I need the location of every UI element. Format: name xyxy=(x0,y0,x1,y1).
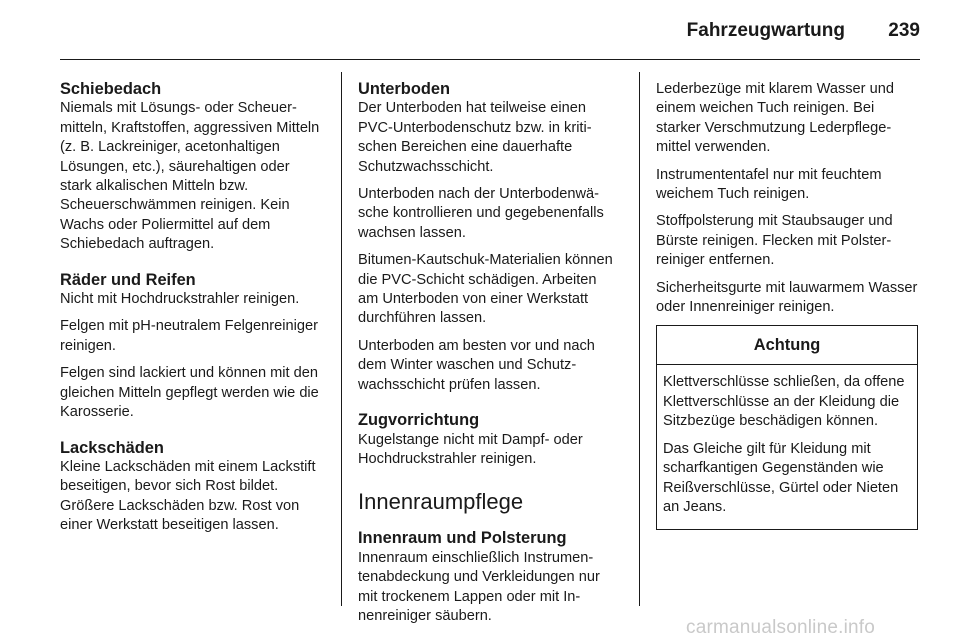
paragraph: Lederbezüge mit klarem Wasser und einem weichen Tuch reinigen. Bei starker Verschmutzung Lederpflegemittel verwenden. xyxy=(656,81,894,156)
warning-box xyxy=(656,325,918,530)
paragraph: Sicherheitsgurte mit lauwarmem Wasser oder Innenreiniger reinigen. xyxy=(656,279,918,316)
watermark: carmanualsonline.info xyxy=(686,617,876,638)
chapter-title: Innenraumpflege xyxy=(358,489,524,515)
paragraph: Unterboden am besten vor und nach dem Winter waschen und Schutzwachsschicht prüfen lassen. xyxy=(358,337,595,393)
section-heading-innenraum: Innenraum und Polsterung xyxy=(358,529,567,548)
section-heading-zugvorrichtung: Zugvorrichtung xyxy=(358,411,480,430)
column-middle xyxy=(358,80,620,626)
paragraph: Instrumententafel nur mit feuchtem weichem Tuch reinigen. xyxy=(656,166,882,203)
section-heading-raeder-reifen: Räder und Reifen xyxy=(60,270,196,289)
warning-title: Achtung xyxy=(657,326,917,365)
header-title: Fahrzeugwartung xyxy=(686,20,845,41)
paragraph: Nicht mit Hochdruckstrahler reinigen. xyxy=(60,291,300,308)
header-rule xyxy=(60,59,920,60)
paragraph: Kleine Lackschäden mit einem Lackstift beseitigen, bevor sich Rost bildet. Größere Lackschäden bzw. Rost von einer Werkstatt beseitigen lassen. xyxy=(60,458,316,534)
page-number: 239 xyxy=(888,20,920,41)
paragraph: Stoffpolsterung mit Staubsauger und Bürste reinigen. Flecken mit Polsterreiniger entfernen. xyxy=(656,213,893,269)
column-left xyxy=(60,80,322,536)
column-right xyxy=(656,80,918,530)
section-heading-unterboden: Unterboden xyxy=(358,80,450,98)
section-heading-schiebedach: Schiebedach xyxy=(60,80,162,98)
paragraph: Unterboden nach der Unterbodenwäsche kontrollieren und gegebenenfalls wachsen lassen. xyxy=(358,186,604,241)
paragraph: Felgen mit pH-neutralem Felgenreiniger reinigen. xyxy=(60,318,318,354)
paragraph: Kugelstange nicht mit Dampf- oder Hochdruckstrahler reinigen. xyxy=(358,431,583,467)
paragraph: Felgen sind lackiert und können mit den gleichen Mitteln gepflegt werden wie die Karosserie. xyxy=(60,365,319,421)
warning-paragraph: Klettverschlüsse schließen, da offene Klettverschlüsse an der Kleidung die Sitzbezüge beschädigen können. xyxy=(663,374,905,430)
paragraph: Bitumen-Kautschuk-Materialien können die PVC-Schicht schädigen. Arbeiten am Unterboden von einer Werkstatt durchführen lassen. xyxy=(358,252,613,327)
column-divider xyxy=(341,72,342,606)
paragraph: Innenraum einschließlich Instrumentenabdeckung und Verkleidungen nur mit trockenem Lappen oder mit Innenreiniger säubern. xyxy=(358,549,600,624)
paragraph: Niemals mit Lösungs- oder Scheuermitteln, Kraftstoffen, aggressiven Mitteln (z. B. Lackreiniger, acetonhaltigen Lösungen, etc.), säurehaltigen oder stark alkalischen Mitteln bzw. Scheuerschwämmen reinigen. Kein Wachs oder Poliermittel auf dem Schiebedach auftragen. xyxy=(60,100,320,253)
warning-body xyxy=(657,365,917,529)
warning-paragraph: Das Gleiche gilt für Kleidung mit scharfkantigen Gegenständen wie Reißverschlüsse, Gürtel oder Nieten an Jeans. xyxy=(663,440,899,515)
column-divider xyxy=(639,72,640,606)
paragraph: Der Unterboden hat teilweise einen PVC-Unterbodenschutz bzw. in kritischen Bereichen eine dauerhafte Schutzwachsschicht. xyxy=(358,100,592,175)
page-header xyxy=(0,0,960,60)
section-heading-lackschaeden: Lackschäden xyxy=(60,438,164,457)
